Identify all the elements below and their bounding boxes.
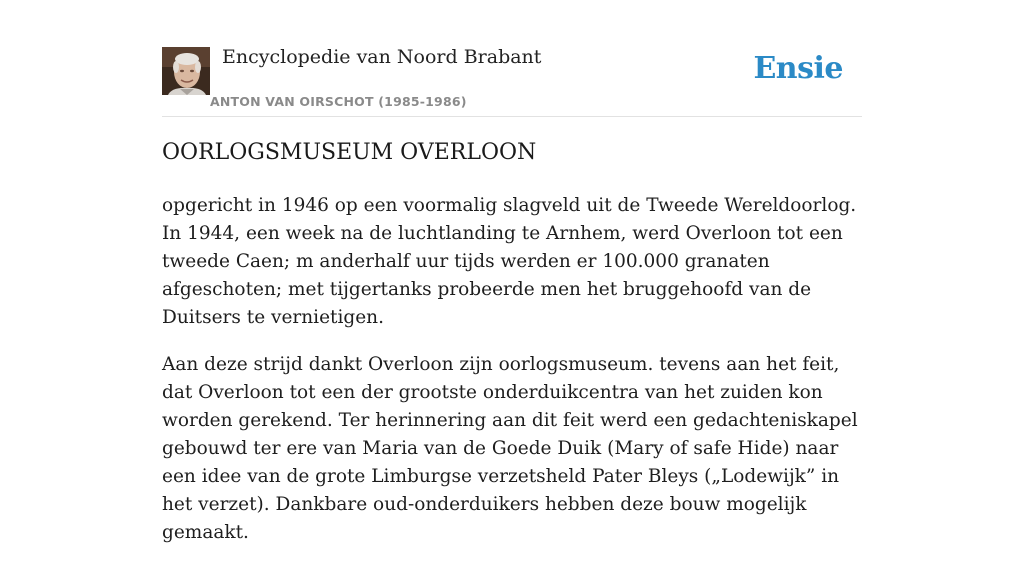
entry-paragraph-2: Aan deze strijd dankt Overloon zijn oorlogsmuseum. tevens aan het feit, dat Overloon tot een der grootste onderduikcentra van het zuiden kon worden gerekend. Ter herinnering aan dit feit werd een gedachteniskapel gebouwd ter ere van Maria van de Goede Duik (Mary of safe Hide) naar een idee van de grote Limburgse verzetsheld Pater Bleys („Lodewijk” in het verzet). Dankbare oud-onderduikers hebben deze bouw mogelijk gemaakt. — [162, 354, 858, 543]
page-header — [162, 0, 862, 117]
entry-body — [162, 192, 862, 566]
author-name[interactable]: ANTON VAN OIRSCHOT (1985-1986) — [210, 94, 467, 109]
ensie-logo[interactable]: Ensie — [753, 51, 843, 86]
author-avatar[interactable] — [162, 47, 210, 95]
entry-title: OORLOGSMUSEUM OVERLOON — [162, 140, 537, 165]
entry-paragraph-1: opgericht in 1946 op een voormalig slagveld uit de Tweede Wereldoorlog. In 1944, een week na de luchtlanding te Arnhem, werd Overloon tot een tweede Caen; m anderhalf uur tijds werden er 100.000 granaten afgeschoten; met tijgertanks probeerde men het bruggehoofd van de Duitsers te vernietigen. — [162, 195, 857, 328]
book-title[interactable]: Encyclopedie van Noord Brabant — [222, 46, 542, 68]
author-portrait-icon — [162, 47, 210, 95]
page-container — [162, 0, 862, 543]
